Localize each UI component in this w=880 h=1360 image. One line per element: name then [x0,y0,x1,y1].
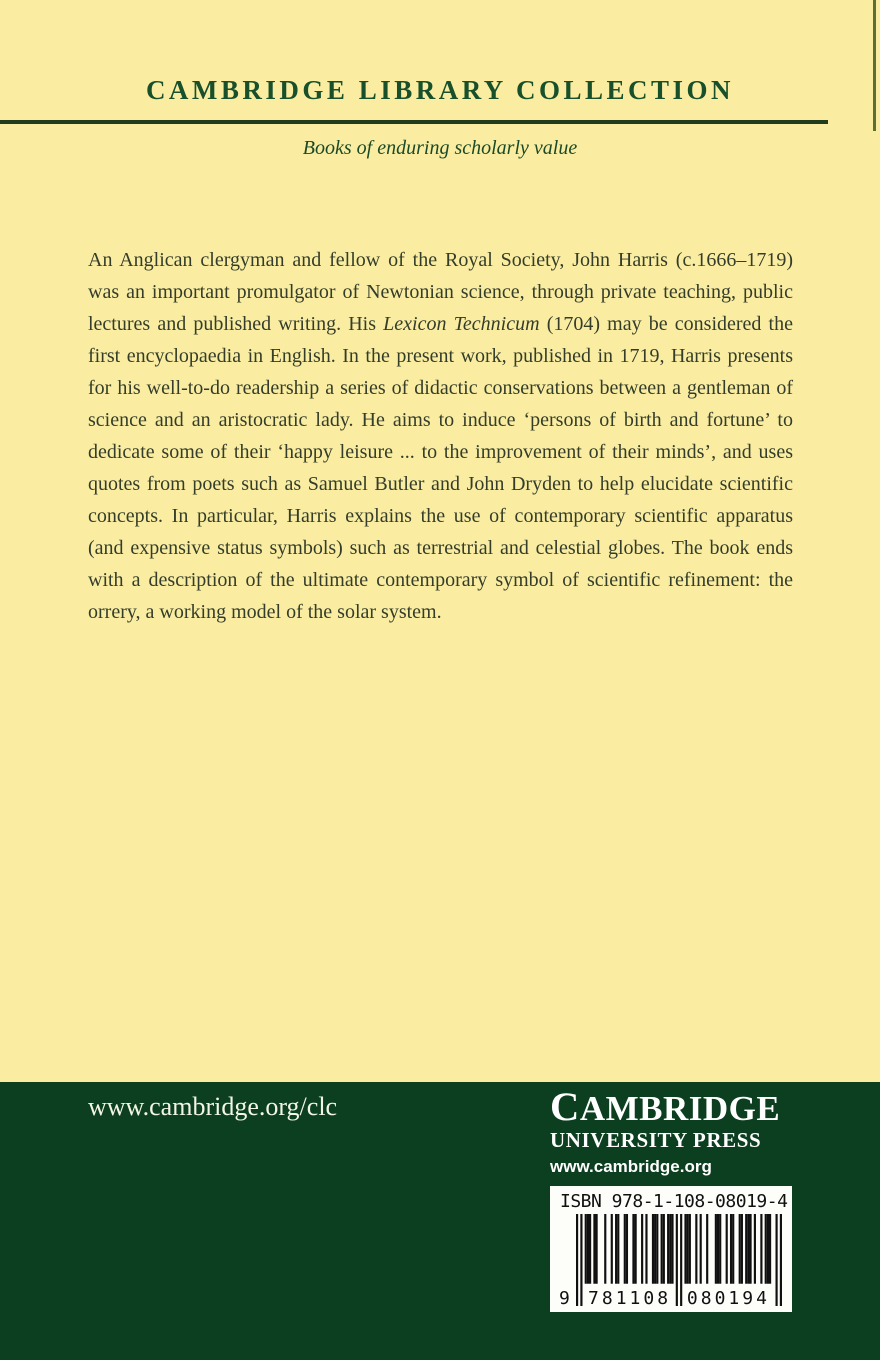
blurb-text-after-italic: (1704) may be considered the first encyclopaedia in English. In the present work, published in 1719, Harris presents for his well-to-do readership a series of didactic conservations between a gentleman of science and an aristocratic lady. He aims to induce ‘persons of birth and fortune’ to dedicate some of their ‘happy leisure ... to the improvement of their minds’, and uses quotes from poets such as Samuel Butler and John Dryden to help elucidate scientific concepts. In particular, Harris explains the use of contemporary scientific apparatus (and expensive status symbols) such as terrestrial and celestial globes. The book ends with a description of the ultimate contemporary symbol of scientific refinement: the orrery, a working model of the solar system. [88,312,793,623]
barcode-digits-group2: 080194 [686,1287,770,1309]
cover-edge-line [873,0,876,131]
publisher-url: www.cambridge.org [550,1156,712,1176]
publisher-name-line2: UNIVERSITY PRESS [550,1127,762,1152]
barcode-digits-group1: 781108 [588,1287,672,1309]
isbn-box [550,1186,792,1312]
collection-url: www.cambridge.org/clc [88,1092,338,1121]
publisher-logo [550,1084,792,1312]
header-divider-rule [0,120,828,124]
book-blurb [88,244,793,628]
footer-band [0,1082,880,1360]
blurb-text-before-italic: An Anglican clergyman and fellow of the Royal Society, John Harris (c.1666–1719) was an important promulgator of Newtonian science, through private teaching, public lectures and published writing. His [88,248,793,335]
publisher-name-line1: CAMBRIDGE [550,1084,781,1129]
barcode [559,1214,782,1309]
collection-title: CAMBRIDGE LIBRARY COLLECTION [145,75,735,105]
blurb-italic-book-title: Lexicon Technicum [383,312,540,335]
collection-tagline: Books of enduring scholarly value [302,136,578,159]
isbn-label: ISBN 978-1-108-08019-4 [560,1190,788,1212]
barcode-digit-first: 9 [559,1287,570,1309]
